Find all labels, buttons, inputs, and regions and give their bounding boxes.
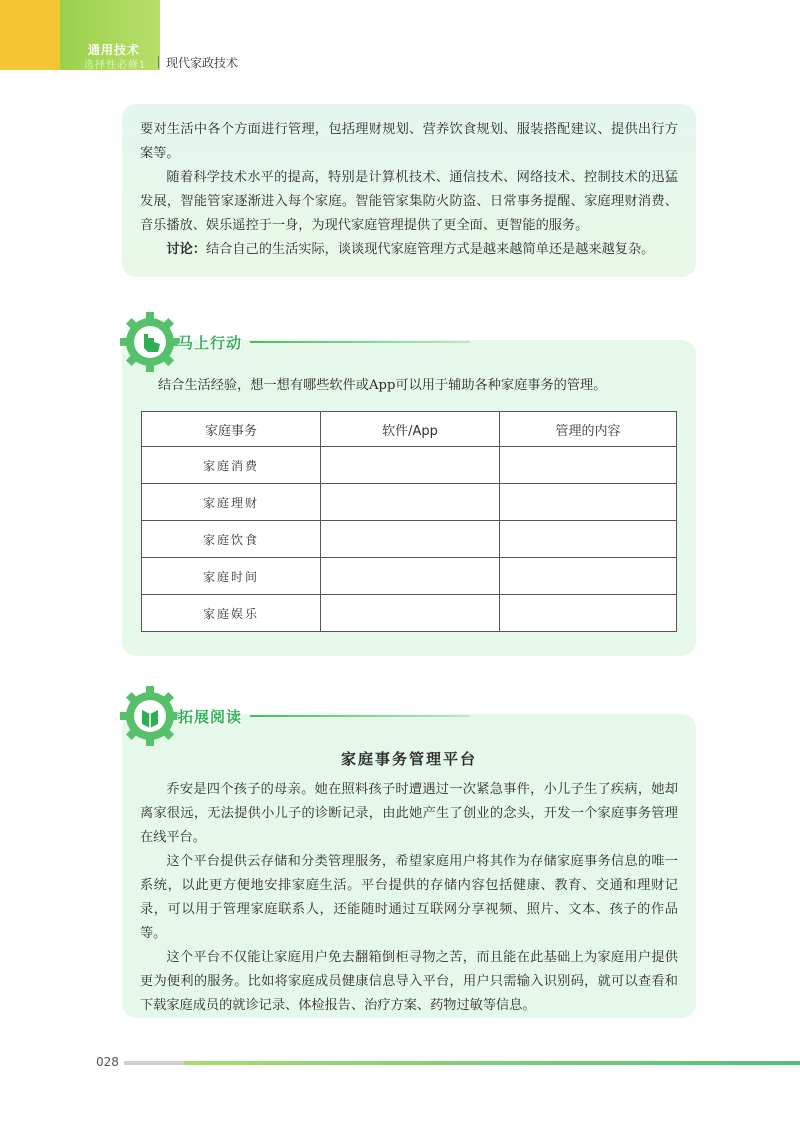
table-row xyxy=(142,447,677,484)
task-cell: 家庭理财 xyxy=(142,484,321,521)
action-section-title: 马上行动 xyxy=(178,334,243,352)
footer-rule-green xyxy=(184,1061,800,1065)
column-header: 管理的内容 xyxy=(500,412,677,447)
blank-cell[interactable] xyxy=(321,484,500,521)
blank-cell[interactable] xyxy=(321,521,500,558)
page-number: 028 xyxy=(96,1055,119,1069)
article-paragraph-1: 乔安是四个孩子的母亲。她在照料孩子时遭遇过一次紧急事件，小儿子生了疾病，她却离家很远，无法提供小儿子的诊断记录，由此她产生了创业的念头，开发一个家庭事务管理在线平台。 xyxy=(140,782,678,845)
discussion-paragraph xyxy=(140,238,678,262)
table-row xyxy=(142,595,677,632)
column-header: 家庭事务 xyxy=(142,412,321,447)
blank-cell[interactable] xyxy=(321,447,500,484)
blank-cell[interactable] xyxy=(321,595,500,632)
reading-title-rule xyxy=(250,715,470,717)
blank-cell[interactable] xyxy=(500,595,677,632)
intro-paragraph-1: 要对生活中各个方面进行管理，包括理财规划、营养饮食规划、服装搭配建议、提供出行方案等。 xyxy=(140,122,678,161)
action-instruction: 结合生活经验，想一想有哪些软件或App可以用于辅助各种家庭事务的管理。 xyxy=(158,378,607,393)
book-series: 选择性必修1 xyxy=(84,60,147,71)
article-title: 家庭事务管理平台 xyxy=(340,750,477,768)
task-cell: 家庭娱乐 xyxy=(142,595,321,632)
table-row xyxy=(142,558,677,595)
blank-cell[interactable] xyxy=(500,484,677,521)
blank-cell[interactable] xyxy=(500,447,677,484)
table-row xyxy=(142,484,677,521)
blank-cell[interactable] xyxy=(321,558,500,595)
chapter-title: 现代家政技术 xyxy=(166,56,239,70)
reading-section-title: 拓展阅读 xyxy=(178,708,243,726)
table-header-row xyxy=(142,412,677,447)
table-row xyxy=(142,521,677,558)
discussion-text: 结合自己的生活实际，谈谈现代家庭管理方式是越来越简单还是越来越复杂。 xyxy=(205,242,655,257)
task-cell: 家庭饮食 xyxy=(142,521,321,558)
task-cell: 家庭时间 xyxy=(142,558,321,595)
blank-cell[interactable] xyxy=(500,558,677,595)
intro-paragraph-2: 随着科学技术水平的提高，特别是计算机技术、通信技术、网络技术、控制技术的迅猛发展，智能管家逐渐进入每个家庭。智能管家集防火防盗、日常事务提醒、家庭理财消费、音乐播放、娱乐遥控于一身，为现代家庭管理提供了更全面、更智能的服务。 xyxy=(140,170,678,233)
task-cell: 家庭消费 xyxy=(142,447,321,484)
action-title-rule xyxy=(250,341,470,343)
footer-rule-grey xyxy=(124,1061,184,1065)
column-header: 软件/App xyxy=(321,412,500,447)
household-tasks-table xyxy=(141,411,677,632)
discussion-label: 讨论： xyxy=(166,242,206,257)
article-paragraph-3: 这个平台不仅能让家庭用户免去翻箱倒柜寻物之苦，而且能在此基础上为家庭用户提供更为便利的服务。比如将家庭成员健康信息导入平台，用户只需输入识别码，就可以查看和下载家庭成员的就诊记录、体检报告、治疗方案、药物过敏等信息。 xyxy=(140,950,678,1013)
article-paragraph-2: 这个平台提供云存储和分类管理服务，希望家庭用户将其作为存储家庭事务信息的唯一系统，以此更方便地安排家庭生活。平台提供的存储内容包括健康、教育、交通和理财记录，可以用于管理家庭联系人，还能随时通过互联网分享视频、照片、文本、孩子的作品等。 xyxy=(140,854,678,941)
header-divider xyxy=(158,56,159,68)
blank-cell[interactable] xyxy=(500,521,677,558)
book-title: 通用技术 xyxy=(88,43,141,57)
